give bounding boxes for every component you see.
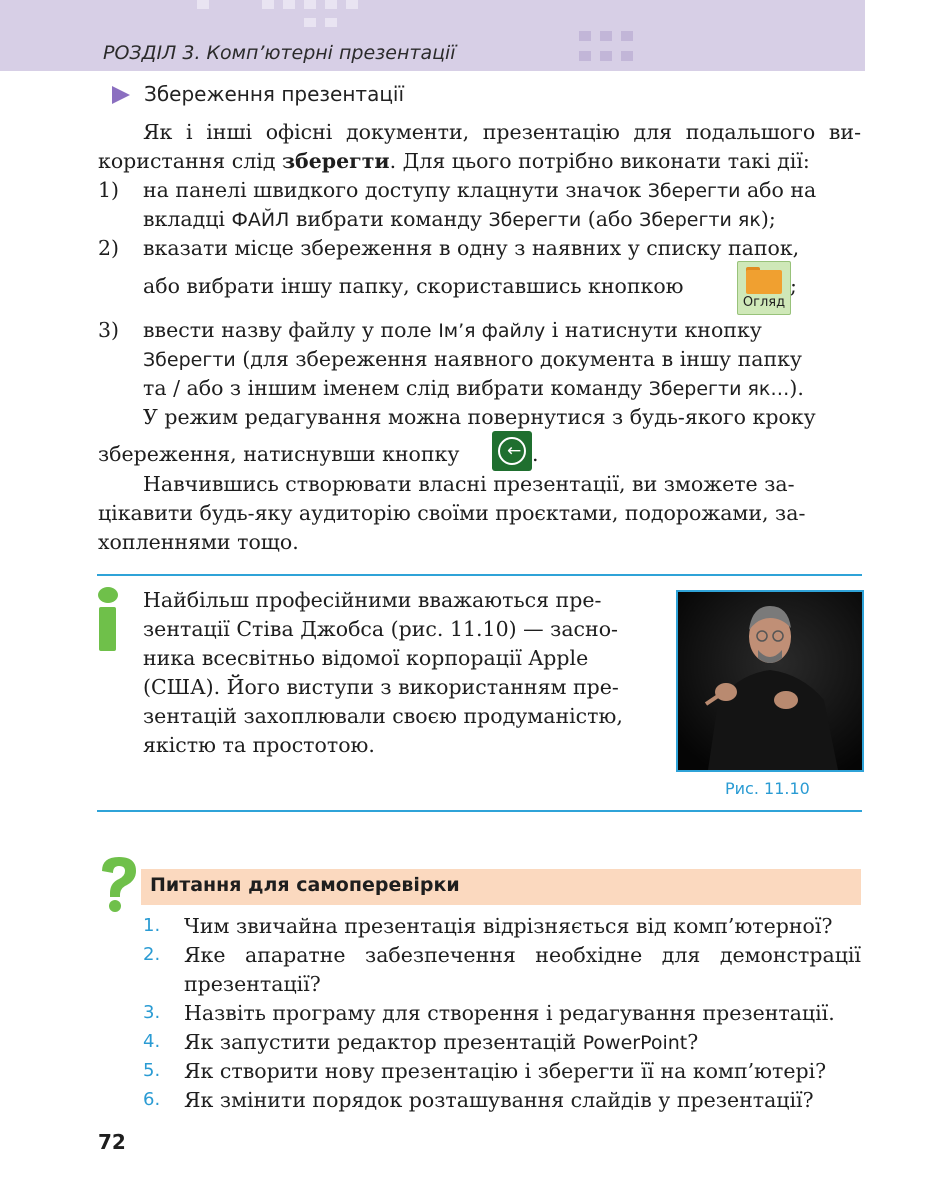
figure-caption: Рис. 11.10 xyxy=(725,779,810,798)
paragraph-line xyxy=(143,118,861,146)
text: ? xyxy=(687,1030,699,1054)
text: Як і інші офісні документи, презентацію для подальшого ви- xyxy=(143,120,861,144)
divider xyxy=(97,810,862,812)
question-number: 4. xyxy=(143,1031,161,1052)
back-button xyxy=(492,431,532,471)
questions-title: Питання для самоперевірки xyxy=(150,874,460,896)
info-line: зентації Стіва Джобса (рис. 11.10) — засно- xyxy=(143,617,618,641)
header-decoration xyxy=(197,0,209,9)
info-line: зентацій захоплювали своєю продуманістю, xyxy=(143,704,623,728)
section-arrow-icon xyxy=(112,86,130,104)
ui-term: Ім’я файлу xyxy=(438,320,546,342)
page-number: 72 xyxy=(98,1130,126,1154)
text: ; xyxy=(790,274,797,298)
question-mark-icon xyxy=(98,855,140,913)
question-text: Назвіть програму для створення і редагування презентації. xyxy=(184,1001,835,1025)
ui-term: PowerPoint xyxy=(582,1032,688,1054)
divider xyxy=(97,574,862,576)
text: вибрати команду xyxy=(289,207,489,231)
paragraph-line: хопленнями тощо. xyxy=(98,530,299,554)
bold-term: зберегти xyxy=(281,149,390,173)
step-line xyxy=(143,374,861,403)
header-decoration xyxy=(325,18,337,27)
running-head: РОЗДІЛ 3. Комп’ютерні презентації xyxy=(103,42,456,64)
header-decoration xyxy=(262,0,274,9)
speaker-photo xyxy=(676,590,864,772)
header-decoration xyxy=(346,0,358,9)
paragraph-line xyxy=(98,147,861,175)
header-decoration xyxy=(304,18,316,27)
text: ввести назву файлу у поле xyxy=(143,318,439,342)
ui-term: Зберегти xyxy=(143,349,236,371)
section-title: Збереження презентації xyxy=(144,82,405,106)
info-line: (США). Його виступи з використанням пре- xyxy=(143,675,619,699)
text: користання слід xyxy=(98,149,282,173)
question-text: Як створити нову презентацію і зберегти її на комп’ютері? xyxy=(184,1059,827,1083)
header-decoration xyxy=(283,0,295,9)
ui-term: Зберегти xyxy=(647,180,741,202)
header-decoration xyxy=(621,31,633,41)
text: . Для цього потрібно виконати такі дії: xyxy=(389,149,810,173)
paragraph-line: У режим редагування можна повернутися з будь-якого кроку xyxy=(143,405,816,429)
text: і натиснути кнопку xyxy=(545,318,762,342)
arrow-left-icon: ← xyxy=(507,441,522,461)
text: або вибрати іншу папку, скориставшись кнопкою xyxy=(143,274,684,298)
header-decoration xyxy=(600,31,612,41)
question-text: презентації? xyxy=(184,972,321,996)
question-text: Як змінити порядок розташування слайдів у презентації? xyxy=(184,1088,814,1112)
ui-term: Зберегти xyxy=(488,209,582,231)
question-number: 2. xyxy=(143,944,161,965)
review-button-label: Огляд xyxy=(742,295,786,310)
header-decoration xyxy=(621,51,633,61)
info-icon-bar xyxy=(99,607,116,651)
text: вкладці xyxy=(143,207,232,231)
step-line xyxy=(143,176,861,205)
info-line: ника всесвітньо відомої корпорації Apple xyxy=(143,646,589,670)
back-arrow-icon xyxy=(498,437,526,465)
text: або на xyxy=(740,178,817,202)
paragraph-line: збереження, натиснувши кнопку xyxy=(98,442,460,466)
paragraph-line: Навчившись створювати власні презентації, ви зможете за- xyxy=(143,472,795,496)
question-number: 1. xyxy=(143,915,161,936)
ui-term: ФАЙЛ xyxy=(231,209,290,231)
paragraph-line: цікавити будь-яку аудиторію своїми проєктами, подорожами, за- xyxy=(98,501,806,525)
speaker-illustration xyxy=(678,592,862,770)
step-line xyxy=(143,205,861,234)
ui-term: Зберегти як xyxy=(639,209,761,231)
text: (для збереження наявного документа в іншу папку xyxy=(235,347,802,371)
info-line: Найбільш професійними вважаються пре- xyxy=(143,588,602,612)
review-button xyxy=(737,261,791,315)
text: вказати місце збереження в одну з наявних у списку папок, xyxy=(143,236,800,260)
question-text xyxy=(184,1028,698,1057)
info-icon-dot xyxy=(98,587,118,603)
text: Яке апаратне забезпечення необхідне для демонстрації xyxy=(184,943,861,967)
question-number: 5. xyxy=(143,1060,161,1081)
text: . xyxy=(532,442,539,466)
step-line xyxy=(143,345,861,374)
question-number: 6. xyxy=(143,1089,161,1110)
text: на панелі швидкого доступу клацнути значок xyxy=(143,178,648,202)
text: ); xyxy=(760,207,776,231)
folder-icon xyxy=(746,270,782,294)
question-text: Чим звичайна презентація відрізняється від комп’ютерної? xyxy=(184,914,833,938)
step-line xyxy=(143,272,684,300)
text: (або xyxy=(581,207,640,231)
question-number: 3. xyxy=(143,1002,161,1023)
step-number: 1) xyxy=(98,178,120,202)
step-number: 2) xyxy=(98,236,120,260)
text: Як запустити редактор презентацій xyxy=(184,1030,583,1054)
header-decoration xyxy=(579,51,591,61)
header-decoration xyxy=(600,51,612,61)
info-line: якістю та простотою. xyxy=(143,733,375,757)
header-decoration xyxy=(579,31,591,41)
ui-term: Зберегти як… xyxy=(648,378,790,400)
header-decoration xyxy=(304,0,316,9)
step-line xyxy=(143,234,861,262)
chapter-header-band xyxy=(0,0,865,71)
text: та / або з іншим іменем слід вибрати команду xyxy=(143,376,649,400)
step-line xyxy=(143,316,861,345)
header-decoration xyxy=(325,0,337,9)
info-icon xyxy=(96,587,120,651)
text: ). xyxy=(789,376,804,400)
step-number: 3) xyxy=(98,318,120,342)
question-text xyxy=(184,941,861,969)
